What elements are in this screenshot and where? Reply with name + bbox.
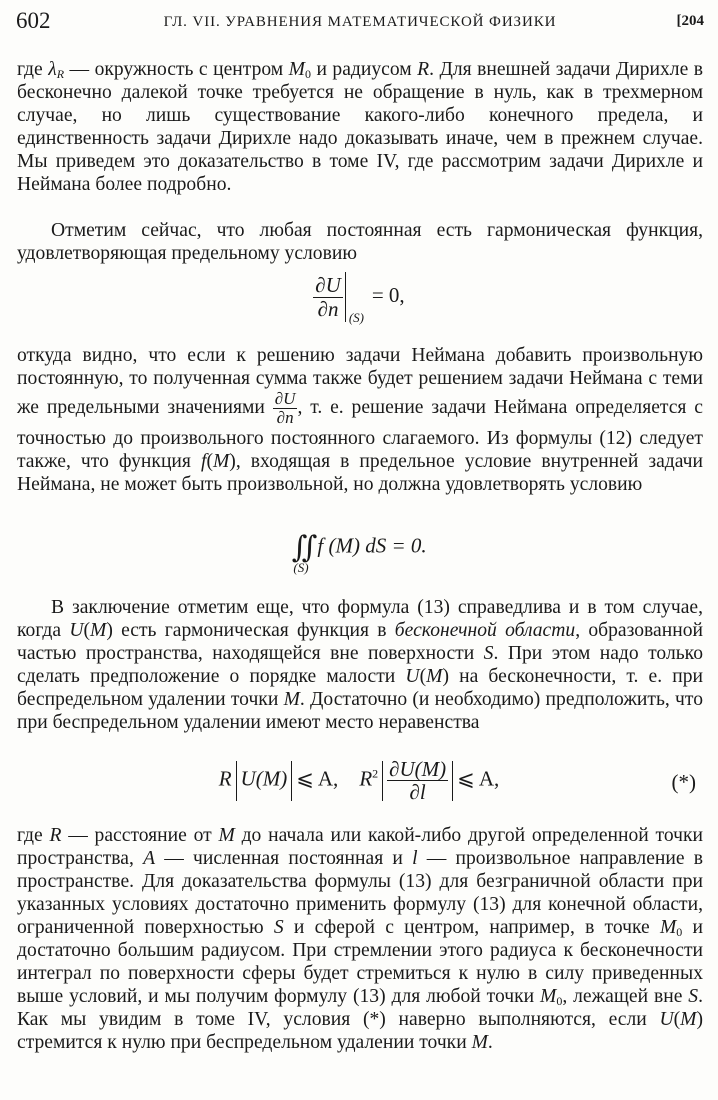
inline-fraction-du-dn: $\frac{\partial U}{\partial n}$ (274, 389, 296, 427)
chapter-title: ГЛ. VII. УРАВНЕНИЯ МАТЕМАТИЧЕСКОЙ ФИЗИКИ (163, 14, 557, 30)
evaluation-bar: (S) (345, 272, 372, 322)
double-integral-sign: ∬ (S) (291, 531, 318, 575)
formula-neumann-condition: $\frac{\partial U}{\partial n}$ (S) = 0, (315, 273, 405, 325)
page-number: 602 (16, 8, 51, 33)
formula-inequalities: R U(M) ⩽ A, $R^2$ $\frac{\partial U(M)}{\partial l}$ ⩽ A, (218, 757, 500, 805)
formula-surface-integral: ∬ (S) f (M) dS = 0. (291, 531, 427, 575)
section-number: [204 (676, 13, 704, 29)
paragraph-5: где R — расстояние от M до начала или какой-либо другой определенной точки пространства, A — численная постоянная и l — произвольное направление в пространстве. Для доказательства формулы (13) для безграничной области при указанных условиях достаточно применить формулу (13) для конечной области, ограниченной поверхностью S и сферой с центром, например, в точке $M_0$ и достаточно большим радиусом. При стремлении этого радиуса к бесконечности интеграл по поверхности сферы будет стремиться к нулю в силу приведенных выше условий, и мы получим формулу (13) для любой точки $M_0$, лежащей вне S. Как мы увидим в томе IV, условия (*) наверно выполняются, если U(M) стремится к нулю при беспредельном удалении точки M. (17, 825, 704, 1053)
fraction-du-dn: $\frac{\partial U}{\partial n}$ (315, 273, 341, 321)
running-header (16, 8, 704, 38)
equation-tag: (*) (671, 770, 696, 794)
paragraph-2: Отметим сейчас, что любая постоянная есть гармоническая функция, удовлетворяющая предельному условию (17, 220, 703, 264)
paragraph-3: откуда видно, что если к решению задачи Неймана добавить произвольную постоянную, то полученная сумма также будет решением задачи Неймана с теми же предельными значениями $\frac{\partial U}{\partial n}$ , т. е. решение задачи Неймана определяется с точностью до произвольного постоянного слагаемого. Из формулы (12) следует также, что функция f(M), входящая в предельное условие внутренней задачи Неймана, не может быть произвольной, но должна удовлетворять условию (17, 345, 704, 495)
paragraph-4: В заключение отметим еще, что формула (13) справедлива и в том случае, когда U(M) есть гармоническая функция в бесконечной области, образованной частью пространства, находящейся вне поверхности S. При этом надо только сделать предположение о порядке малости U(M) на бесконечности, т. е. при беспредельном удалении точки M. Достаточно (и необходимо) предположить, что при беспредельном удалении имеют место неравенства (17, 597, 703, 733)
paragraph-1: где $\lambda_R$ — окружность с центром $M_0$ и радиусом R. Для внешней задачи Дирихле в бесконечно далекой точке требуется не обращение в нуль, как в трехмерном случае, но лишь существование какого-либо конечного предела, и единственность задачи Дирихле надо доказывать иначе, чем в прежнем случае. Мы приведем это доказательство в томе IV, где рассмотрим задачи Дирихле и Неймана более подробно. (17, 59, 703, 195)
fraction-du-dl: $\frac{\partial U(M)}{\partial l}$ (389, 757, 447, 805)
